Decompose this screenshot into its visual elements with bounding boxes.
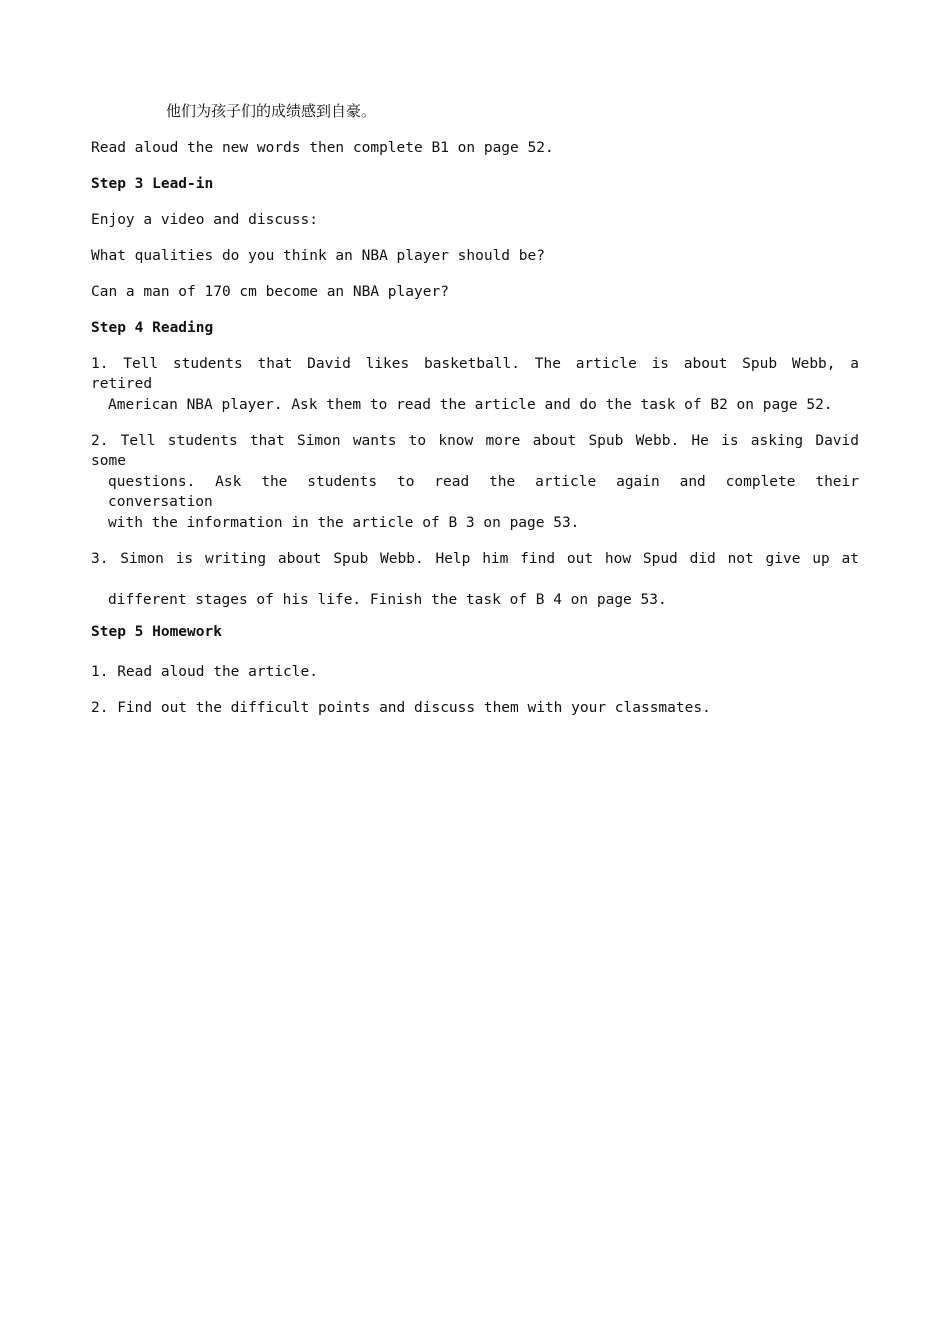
homework-item-2: 2. Find out the difficult points and discuss them with your classmates.: [91, 700, 711, 716]
step3-heading: Step 3 Lead-in: [91, 176, 214, 192]
chinese-sentence: 他们为孩子们的成绩感到自豪。: [166, 102, 377, 120]
step3-enjoy-line: Enjoy a video and discuss:: [91, 212, 318, 228]
step3-question-1: What qualities do you think an NBA player should be?: [91, 248, 545, 264]
reading-item-2-line-2: questions. Ask the students to read the article again and complete their conversation: [108, 474, 859, 510]
reading-item-1-line-1: 1. Tell students that David likes basketball. The article is about Spub Webb, a retired: [91, 356, 859, 392]
reading-item-2-line-3: with the information in the article of B 3 on page 53.: [108, 515, 580, 531]
reading-item-2-line-1: 2. Tell students that Simon wants to know more about Spub Webb. He is asking David some: [91, 433, 859, 469]
step4-heading: Step 4 Reading: [91, 320, 214, 336]
reading-item-1-line-2: American NBA player. Ask them to read the article and do the task of B2 on page 52.: [108, 397, 833, 413]
step5-heading: Step 5 Homework: [91, 624, 222, 640]
reading-item-3-line-2: different stages of his life. Finish the task of B 4 on page 53.: [108, 592, 667, 608]
reading-item-3-line-1: 3. Simon is writing about Spub Webb. Help him find out how Spud did not give up at: [91, 551, 859, 567]
step3-question-2: Can a man of 170 cm become an NBA player?: [91, 284, 449, 300]
read-aloud-instruction: Read aloud the new words then complete B1 on page 52.: [91, 140, 554, 156]
homework-item-1: 1. Read aloud the article.: [91, 664, 318, 680]
